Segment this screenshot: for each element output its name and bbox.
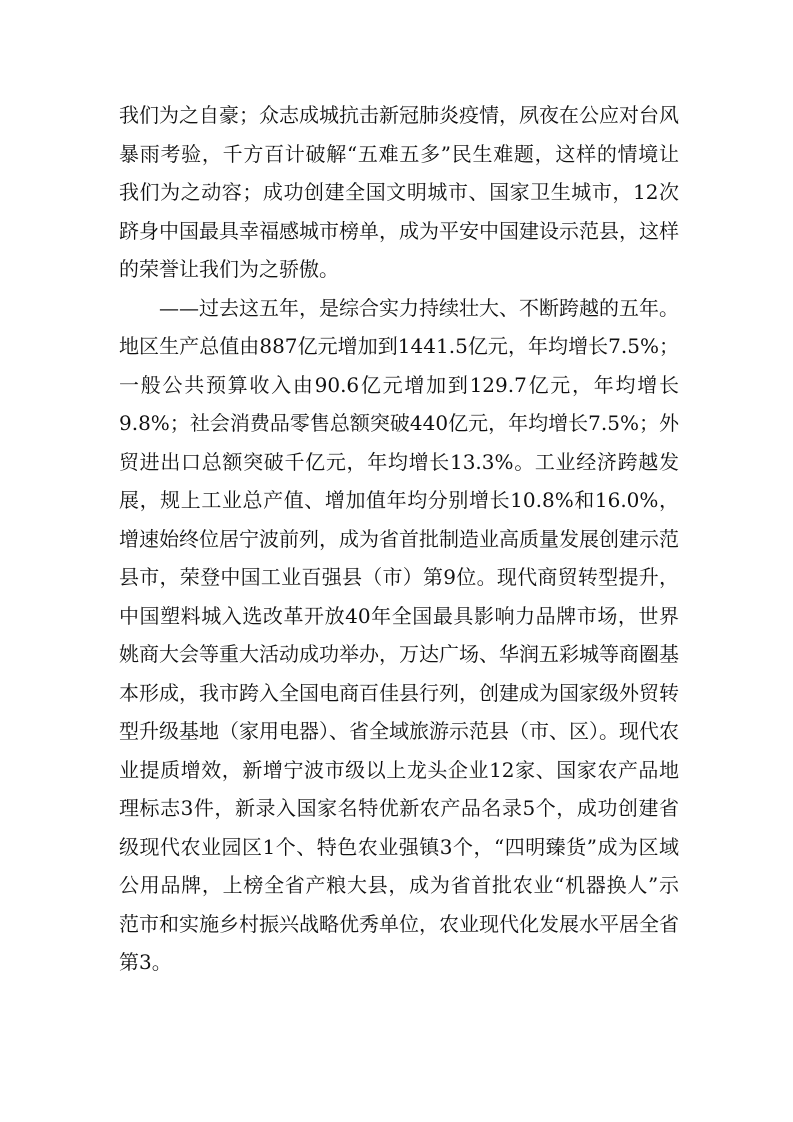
paragraph-achievements-pride: 我们为之自豪；众志成城抗击新冠肺炎疫情，夙夜在公应对台风暴雨考验，千方百计破解“五难五多”民生难题，这样的情境让我们为之动容；成功创建全国文明城市、国家卫生城市，12次跻身中国最具幸福感城市榜单，成为平安中国建设示范县，这样的荣誉让我们为之骄傲。	[119, 103, 679, 281]
paragraph-economic-strength: ——过去这五年，是综合实力持续壮大、不断跨越的五年。地区生产总值由887亿元增加到1441.5亿元，年均增长7.5%；一般公共预算收入由90.6亿元增加到129.7亿元，年均增长9.8%；社会消费品零售总额突破440亿元，年均增长7.5%；外贸进出口总额突破千亿元，年均增长13.3%。工业经济跨越发展，规上工业总产值、增加值年均分别增长10.8%和16.0%，增速始终位居宁波前列，成为省首批制造业高质量发展创建示范县市，荣登中国工业百强县（市）第9位。现代商贸转型提升，中国塑料城入选改革开放40年全国最具影响力品牌市场，世界姚商大会等重大活动成功举办，万达广场、华润五彩城等商圈基本形成，我市跨入全国电商百佳县行列，创建成为国家级外贸转型升级基地（家用电器）、省全域旅游示范县（市、区）。现代农业提质增效，新增宁波市级以上龙头企业12家、国家农产品地理标志3件，新录入国家名特优新农产品名录5个，成功创建省级现代农业园区1个、特色农业强镇3个，“四明臻货”成为区域公用品牌，上榜全省产粮大县，成为省首批农业“机器换人”示范市和实施乡村振兴战略优秀单位，农业现代化发展水平居全省第3。	[119, 295, 679, 974]
body-text	[119, 96, 679, 982]
